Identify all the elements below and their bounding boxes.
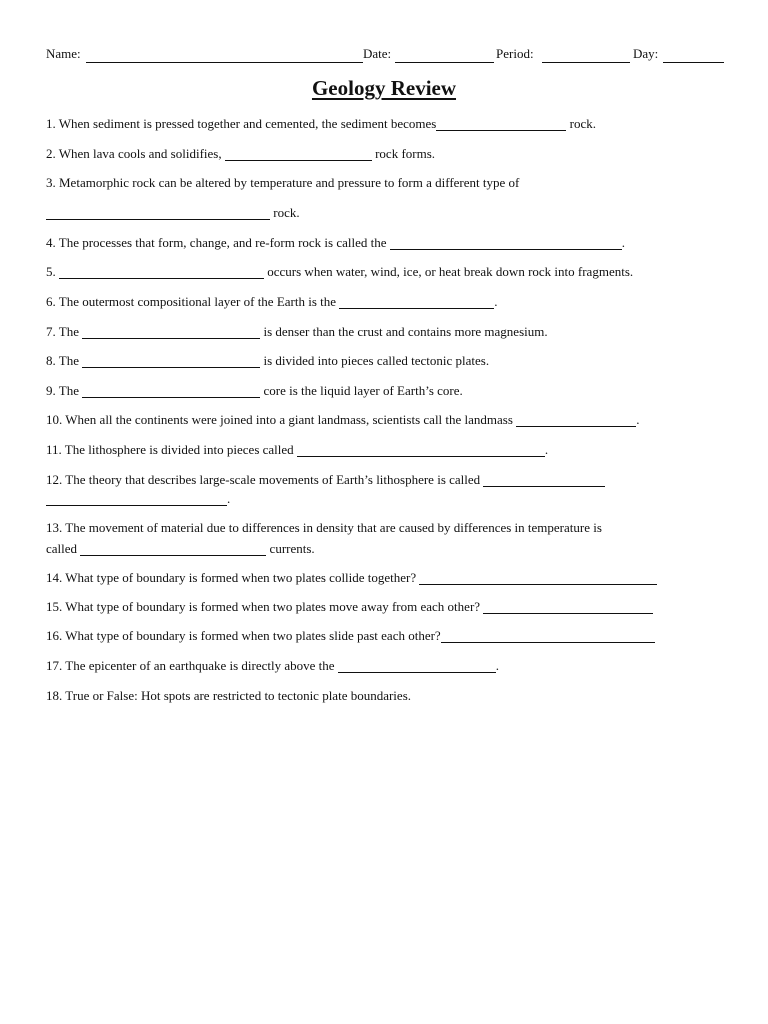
answer-blank[interactable]: [483, 473, 605, 487]
day-blank[interactable]: [663, 62, 724, 63]
question-text: 11. The lithosphere is divided into pieces called: [46, 442, 297, 457]
question-text: 4. The processes that form, change, and re-form rock is called the: [46, 235, 390, 250]
question-16: [46, 628, 655, 644]
answer-blank[interactable]: [339, 295, 494, 309]
period-label: Period:: [496, 46, 534, 61]
answer-blank[interactable]: [441, 629, 655, 643]
question-text: rock.: [566, 116, 596, 131]
question-14: [46, 570, 657, 586]
answer-blank[interactable]: [82, 325, 260, 339]
question-text: called: [46, 541, 81, 556]
answer-blank[interactable]: [80, 542, 266, 556]
question-7: [46, 324, 548, 340]
question-11: [46, 442, 548, 458]
date-blank[interactable]: [395, 62, 494, 63]
question-text: .: [494, 294, 498, 309]
answer-blank[interactable]: [338, 659, 496, 673]
question-text: 14. What type of boundary is formed when two plates collide together?: [46, 570, 420, 585]
name-label: Name:: [46, 46, 81, 61]
question-15: [46, 599, 653, 615]
question-12-continued: [46, 491, 230, 507]
question-text: 18. True or False: Hot spots are restricted to tectonic plate boundaries.: [46, 688, 412, 703]
question-text: 15. What type of boundary is formed when two plates move away from each other?: [46, 599, 484, 614]
question-5: [46, 264, 633, 280]
question-text: core is the liquid layer of Earth’s core.: [260, 383, 463, 398]
answer-blank[interactable]: [46, 206, 270, 220]
name-blank[interactable]: [86, 62, 363, 63]
question-13: [46, 520, 602, 536]
question-text: is denser than the crust and contains more magnesium.: [260, 324, 548, 339]
answer-blank[interactable]: [82, 384, 260, 398]
question-10: [46, 412, 639, 428]
question-4: [46, 235, 625, 251]
question-text: .: [621, 235, 626, 250]
question-3: [46, 175, 519, 191]
question-9: [46, 383, 463, 399]
question-text: currents.: [266, 541, 315, 556]
answer-blank[interactable]: [390, 236, 622, 250]
answer-blank[interactable]: [46, 492, 227, 506]
question-text: .: [227, 491, 231, 506]
page-title: Geology Review: [311, 76, 457, 100]
question-17: [46, 658, 499, 674]
answer-blank[interactable]: [82, 354, 260, 368]
date-label: Date:: [363, 46, 392, 61]
student-info-header: [46, 46, 724, 66]
period-blank[interactable]: [542, 62, 630, 63]
question-text: 1. When sediment is pressed together and cemented, the sediment becomes: [46, 116, 437, 131]
question-text: .: [495, 658, 500, 673]
question-text: rock forms.: [371, 146, 436, 161]
answer-blank[interactable]: [297, 443, 545, 457]
question-text: 6. The outermost compositional layer of the Earth is the: [46, 294, 340, 309]
question-text: occurs when water, wind, ice, or heat break down rock into fragments.: [264, 264, 634, 279]
answer-blank[interactable]: [516, 413, 636, 427]
question-3-continued: [46, 205, 300, 221]
question-8: [46, 353, 489, 369]
question-6: [46, 294, 498, 310]
question-2: [46, 146, 435, 162]
day-label: Day:: [633, 46, 659, 61]
question-text: 3. Metamorphic rock can be altered by temperature and pressure to form a different type of: [46, 175, 520, 190]
question-text: 5.: [46, 264, 59, 279]
question-text: .: [636, 412, 640, 427]
answer-blank[interactable]: [436, 117, 566, 131]
answer-blank[interactable]: [59, 265, 264, 279]
question-text: 7. The: [46, 324, 83, 339]
question-text: 17. The epicenter of an earthquake is directly above the: [46, 658, 338, 673]
answer-blank[interactable]: [419, 571, 657, 585]
answer-blank[interactable]: [225, 147, 372, 161]
question-text: 12. The theory that describes large-scale movements of Earth’s lithosphere is called: [46, 472, 484, 487]
question-text: rock.: [270, 205, 300, 220]
answer-blank[interactable]: [483, 600, 653, 614]
question-13-continued: [46, 541, 315, 557]
question-text: 13. The movement of material due to differences in density that are caused by differences in temperature is: [46, 520, 602, 535]
question-12: [46, 472, 605, 488]
question-text: 9. The: [46, 383, 83, 398]
question-text: 8. The: [46, 353, 83, 368]
question-18: [46, 688, 411, 704]
question-1: [46, 116, 596, 132]
question-text: 16. What type of boundary is formed when two plates slide past each other?: [46, 628, 441, 643]
question-text: 10. When all the continents were joined into a giant landmass, scientists call the landmass: [46, 412, 517, 427]
question-text: 2. When lava cools and solidifies,: [46, 146, 225, 161]
question-text: is divided into pieces called tectonic plates.: [260, 353, 490, 368]
question-text: .: [544, 442, 549, 457]
